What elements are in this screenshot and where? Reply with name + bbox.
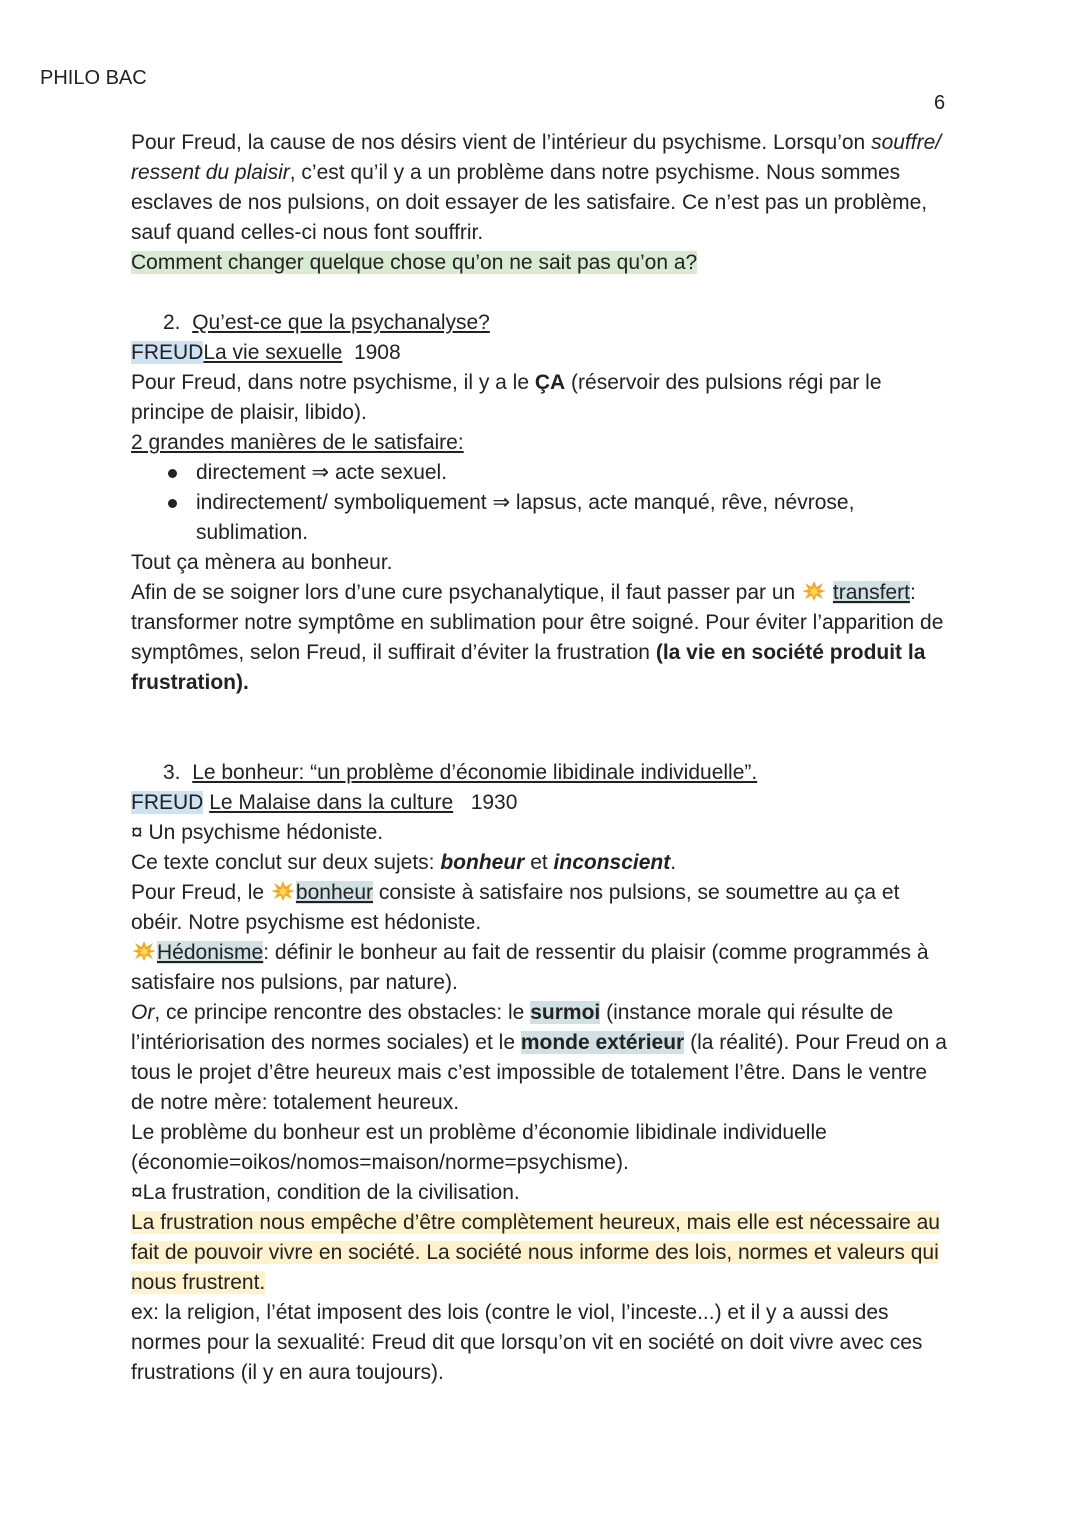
section-2-subheading: 2 grandes manières de le satisfaire: (131, 431, 464, 454)
author-chip: FREUD (131, 341, 204, 364)
collision-icon (801, 580, 827, 602)
term-surmoi: surmoi (530, 1001, 601, 1024)
bonheur-paragraph: Pour Freud, le bonheur consiste à satisfaire nos pulsions, se soumettre au ça et obéir. Notre psychisme est hédoniste. (131, 881, 900, 934)
page-number: 6 (934, 92, 946, 114)
list-item: indirectement/ symboliquement ⇒ lapsus, acte manqué, rêve, névrose, sublimation. (131, 488, 951, 548)
collision-icon (131, 940, 157, 962)
collision-icon (270, 880, 296, 902)
section-3-paragraph: Ce texte conclut sur deux sujets: bonheur et inconscient. (131, 851, 677, 874)
highlighted-question: Comment changer quelque chose qu’on ne sait pas qu’on a? (131, 251, 698, 274)
section-3-subheading: ¤ Un psychisme hédoniste. (131, 821, 384, 844)
hedonisme-paragraph: Hédonisme: définir le bonheur au fait de ressentir du plaisir (comme programmés à satisfaire nos pulsions, par nature). (131, 941, 929, 994)
work-title: La vie sexuelle (203, 341, 343, 364)
intro-question (131, 248, 951, 278)
section-3-reference: FREUD Le Malaise dans la culture 1930 (131, 791, 518, 814)
work-title: Le Malaise dans la culture (209, 791, 454, 814)
section-2-reference: FREUDLa vie sexuelle 1908 (131, 341, 401, 364)
section-2-heading: 2. Qu’est-ce que la psychanalyse? (163, 311, 490, 334)
section-2-paragraph: Pour Freud, dans notre psychisme, il y a le ÇA (réservoir des pulsions régi par le principe de plaisir, libido). (131, 371, 882, 424)
term-monde-exterieur: monde extérieur (520, 1031, 685, 1054)
satisfaction-list (131, 458, 951, 548)
section-3-heading: 3. Le bonheur: “un problème d’économie libidinale individuelle”. (163, 761, 758, 784)
frustration-paragraph (131, 1208, 951, 1298)
intro-paragraph: Pour Freud, la cause de nos désirs vient de l’intérieur du psychisme. Lorsqu’on souffre/ ressent du plaisir, c’est qu’il y a un problème dans notre psychisme. Nous sommes esclaves de nos pulsions, on doit essayer de les satisfaire. Ce n’est pas un problème, sauf quand celles-ci nous font souffrir. (131, 131, 942, 244)
document-body (131, 128, 951, 1388)
term-transfert: transfert (832, 581, 910, 604)
list-item: directement ⇒ acte sexuel. (131, 458, 951, 488)
section-2-conclusion: Tout ça mènera au bonheur. (131, 551, 393, 574)
highlighted-text: La frustration nous empêche d’être complètement heureux, mais elle est nécessaire au fait de pouvoir vivre en société. La société nous informe des lois, normes et valeurs qui nous frustrent. (131, 1211, 940, 1294)
section-3-subheading-2: ¤La frustration, condition de la civilisation. (131, 1181, 520, 1204)
obstacles-paragraph: Or, ce principe rencontre des obstacles: le surmoi (instance morale qui résulte de l’intériorisation des normes sociales) et le monde extérieur (la réalité). Pour Freud on a tous le projet d’être heureux mais c’est impossible de totalement l’être. Dans le ventre de notre mère: totalement heureux. (131, 1001, 947, 1114)
author-chip: FREUD (131, 791, 204, 814)
transfert-paragraph: Afin de se soigner lors d’une cure psychanalytique, il faut passer par un transfert: transformer notre symptôme en sublimation pour être soigné. Pour éviter l’apparition de symptômes, selon Freud, il suffirait d’éviter la frustration (la vie en société produit la frustration). (131, 581, 944, 694)
document-header: PHILO BAC (40, 67, 147, 89)
economie-paragraph: Le problème du bonheur est un problème d’économie libidinale individuelle (économie=oikos/nomos=maison/norme=psychisme). (131, 1121, 827, 1174)
example-paragraph: ex: la religion, l’état imposent des lois (contre le viol, l’inceste...) et il y a aussi des normes pour la sexualité: Freud dit que lorsqu’on vit en société on doit vivre avec ces frustrations (il y en aura toujours). (131, 1301, 923, 1384)
term-hedonisme: Hédonisme (157, 941, 264, 964)
term-bonheur: bonheur (295, 881, 373, 904)
